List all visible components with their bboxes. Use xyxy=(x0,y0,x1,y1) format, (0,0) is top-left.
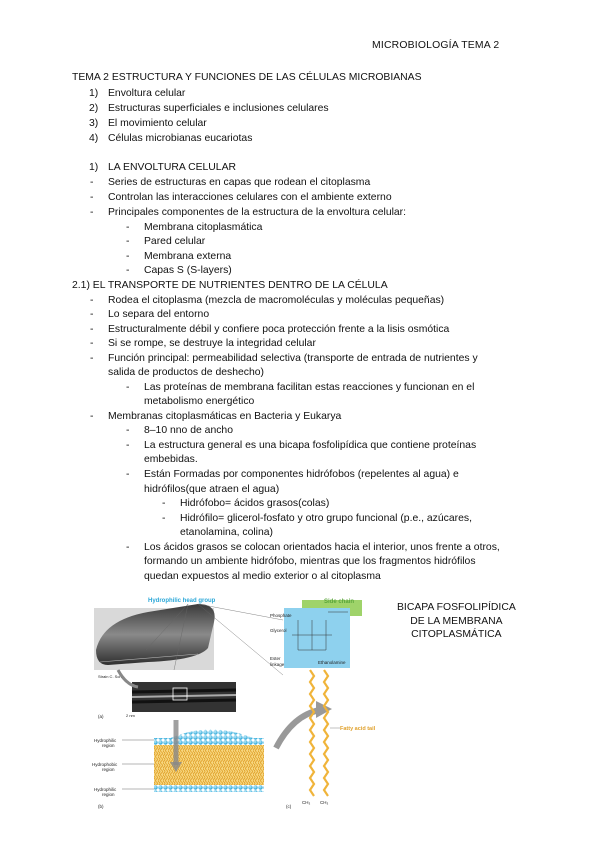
sub-sub-bullet-continuation: etanolamina, colina) xyxy=(180,527,273,538)
sub-bullet: - La estructura general es una bicapa fosfolipídica que contiene proteínas xyxy=(144,439,476,452)
region-label: region xyxy=(102,767,115,772)
phosphate-label: Phosphate xyxy=(270,613,292,618)
toc-item xyxy=(89,132,253,145)
linkage-label: linkage xyxy=(270,662,285,667)
toc-item xyxy=(89,87,186,100)
sub-bullet-continuation: hidrófilos(que atraen el agua) xyxy=(144,484,280,495)
document-title: TEMA 2 ESTRUCTURA Y FUNCIONES DE LAS CÉLULAS MICROBIANAS xyxy=(72,72,422,83)
ch3-label: CH₃ xyxy=(302,800,311,805)
bullet: - Lo separa del entorno xyxy=(108,308,209,321)
hydrophobic-label: Hydrophobic xyxy=(92,762,118,767)
sub-bullet: - Membrana externa xyxy=(144,250,231,263)
sub-bullet-continuation: metabolismo energético xyxy=(144,396,255,407)
bullet: - Si se rompe, se destruye la integridad celular xyxy=(108,337,316,350)
sub-bullet: - 8–10 nno de ancho xyxy=(144,424,233,437)
caption-line: BICAPA FOSFOLIPÍDICA xyxy=(397,602,516,613)
arrowhead-icon xyxy=(316,701,332,718)
sub-bullet: - Están Formadas por componentes hidrófobos (repelentes al agua) e xyxy=(144,468,459,481)
section-1-heading xyxy=(89,161,237,174)
ch3-label: CH₃ xyxy=(320,800,329,805)
panel-c-label: (c) xyxy=(286,804,292,809)
toc-item-number: 3) xyxy=(89,118,99,129)
figure-caption xyxy=(397,601,516,642)
head-group-label: Hydrophilic head group xyxy=(148,598,216,604)
ester-label: Ester xyxy=(270,656,281,661)
toc-item xyxy=(89,117,207,130)
ethanolamine-label: Ethanolamine xyxy=(318,660,346,665)
panel-a-label: (a) xyxy=(98,714,104,719)
toc-item xyxy=(89,102,329,115)
bullet: - Controlan las interacciones celulares con el ambiente externo xyxy=(108,191,392,204)
head-layer-top xyxy=(154,738,264,745)
caption-line: DE LA MEMBRANA xyxy=(410,615,503,627)
bullet: - Series de estructuras en capas que rodean el citoplasma xyxy=(108,176,370,189)
section-number: 1) xyxy=(89,162,99,173)
sub-bullet: - Pared celular xyxy=(144,235,205,248)
section-2-1-heading: 2.1) EL TRANSPORTE DE NUTRIENTES DENTRO DE LA CÉLULA xyxy=(72,280,388,291)
glycerol-label: Glycerol xyxy=(270,628,287,633)
bullet: - Función principal: permeabilidad selectiva (transporte de entrada de nutrientes y xyxy=(108,352,478,365)
bullet: - Principales componentes de la estructura de la envoltura celular: xyxy=(108,206,406,219)
head-layer-bottom xyxy=(154,785,264,792)
side-chain-label: Side chain xyxy=(324,599,355,605)
caption-line: CITOPLASMÁTICA xyxy=(411,629,502,640)
bullet: - Membranas citoplasmáticas en Bacteria y Eukarya xyxy=(108,410,341,423)
sub-bullet-continuation: embebidas. xyxy=(144,454,198,465)
bullet: - Estructuralmente débil y confiere poca protección frente a la lisis osmótica xyxy=(108,323,449,336)
tail-region-pattern xyxy=(154,745,264,785)
toc-item-number: 1) xyxy=(89,88,99,99)
hydrophilic-label: Hydrophilic xyxy=(94,738,117,743)
region-label: region xyxy=(102,792,115,797)
scale-bar-label: Strain C. Sch. xyxy=(98,674,123,679)
toc-item-number: 2) xyxy=(89,103,99,114)
toc-item-text: El movimiento celular xyxy=(108,118,207,129)
sub-bullet-continuation: formando un ambiente hidrófobo, mientras que los fragmentos hidrófilos xyxy=(144,556,476,567)
fatty-acid-label: Fatty acid tail xyxy=(340,726,376,732)
sub-bullet: - Las proteínas de membrana facilitan estas reacciones y funcionan en el xyxy=(144,381,474,394)
scale-nm-label: 2 nm xyxy=(126,713,135,718)
sub-bullet-continuation: quedan expuestos al medio exterior o al citoplasma xyxy=(144,571,381,582)
sub-bullet: - Membrana citoplasmática xyxy=(144,221,262,234)
hydrophilic-label: Hydrophilic xyxy=(94,787,117,792)
bullet: - Rodea el citoplasma (mezcla de macromoléculas y moléculas pequeñas) xyxy=(108,294,444,307)
toc-item-text: Células microbianas eucariotas xyxy=(108,133,253,144)
toc-item-number: 4) xyxy=(89,133,99,144)
sub-bullet: - Capas S (S-layers) xyxy=(144,264,232,277)
toc-item-text: Estructuras superficiales e inclusiones celulares xyxy=(108,103,329,114)
region-label: region xyxy=(102,743,115,748)
curved-arrow-icon xyxy=(276,710,320,748)
phospholipid-bilayer-figure xyxy=(88,590,413,820)
sub-bullet: - Los ácidos grasos se colocan orientados hacia el interior, unos frente a otros, xyxy=(144,541,500,554)
section-title: LA ENVOLTURA CELULAR xyxy=(108,162,237,173)
sub-sub-bullet: - Hidrófobo= ácidos grasos(colas) xyxy=(180,497,329,510)
head-group-box xyxy=(284,608,350,668)
page-header: MICROBIOLOGÍA TEMA 2 xyxy=(372,40,500,51)
bullet-continuation: salida de productos de deshecho) xyxy=(108,367,264,378)
fatty-acid-tail xyxy=(310,670,314,796)
fatty-acid-tail xyxy=(324,670,328,796)
sub-sub-bullet: - Hidrófilo= glicerol-fosfato y otro grupo funcional (p.e., azúcares, xyxy=(180,512,472,525)
toc-item-text: Envoltura celular xyxy=(108,88,186,99)
panel-b-label: (b) xyxy=(98,804,104,809)
